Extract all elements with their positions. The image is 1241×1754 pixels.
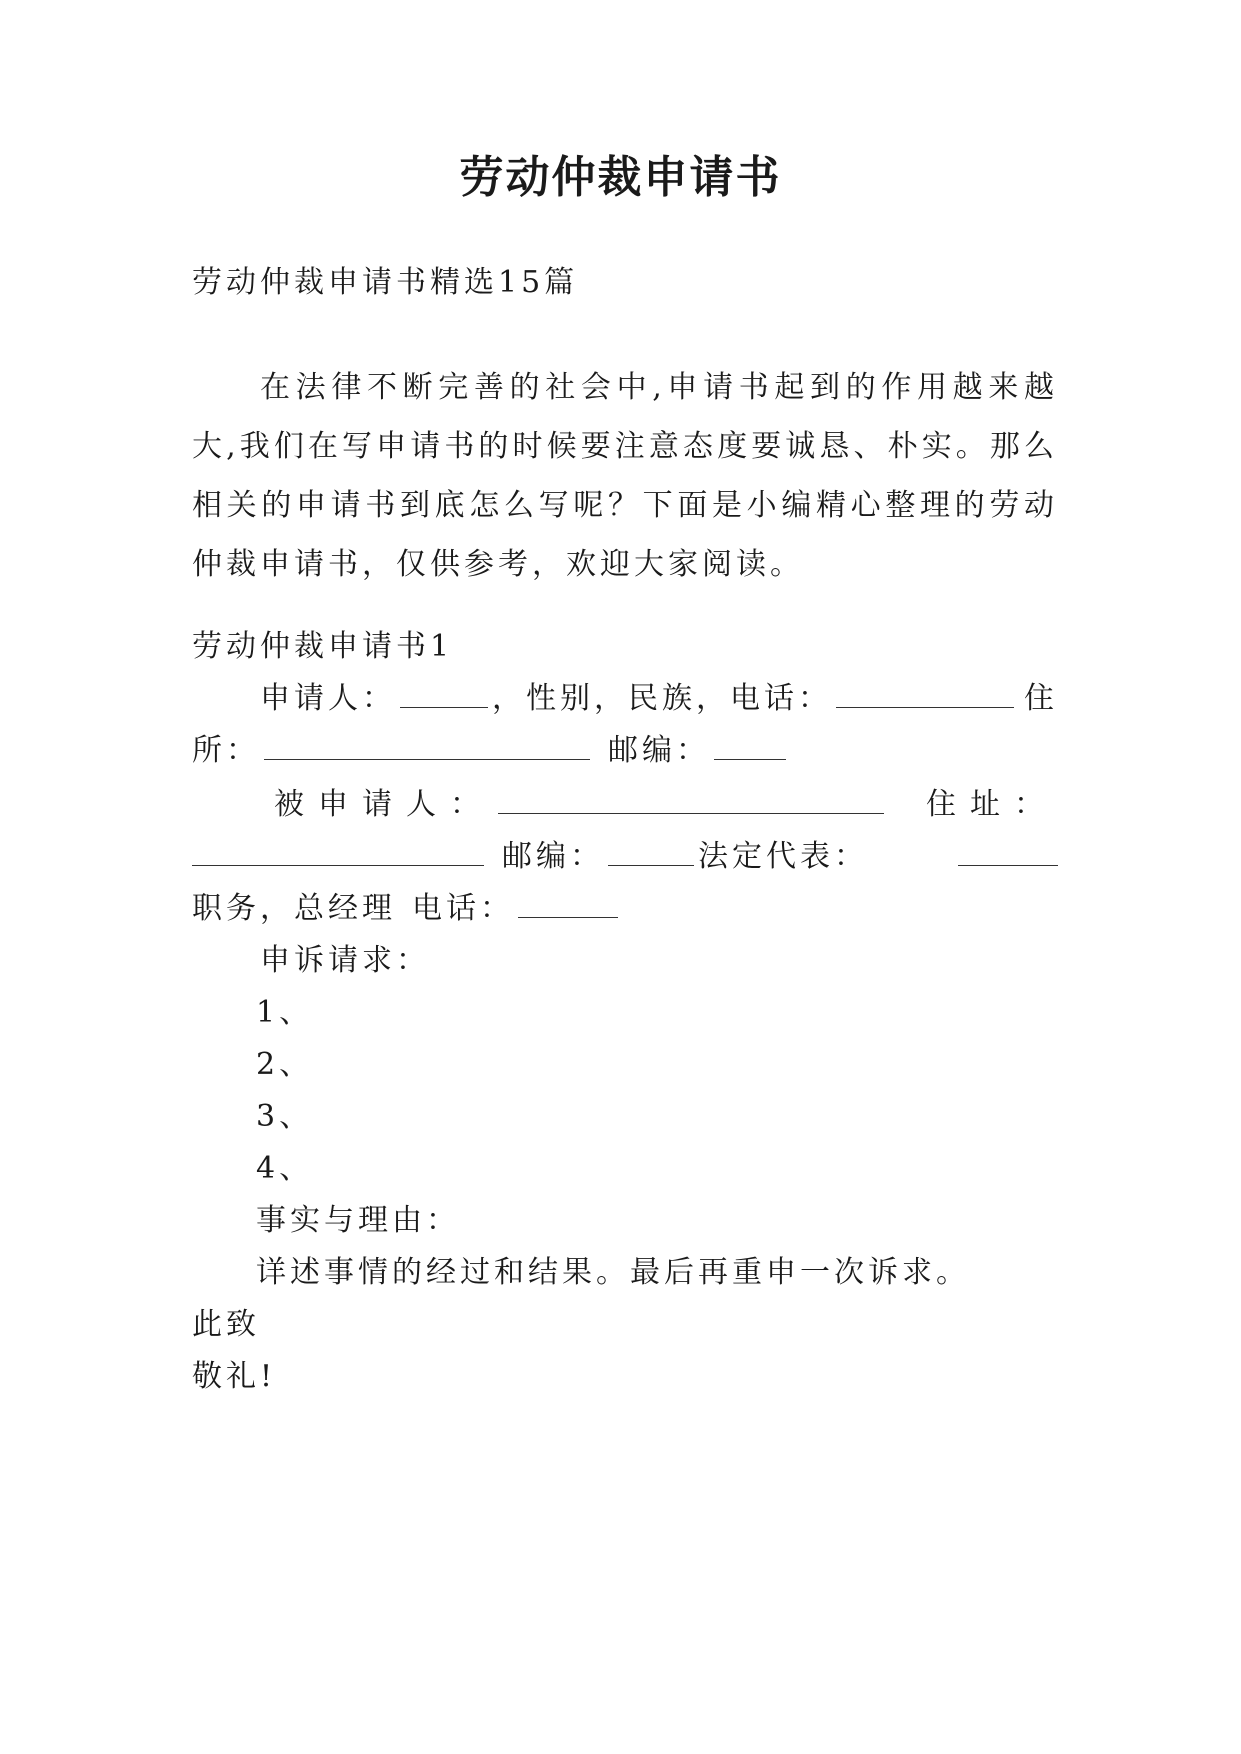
claim-item: 1、: [256, 995, 314, 1030]
respondent-postcode-blank: [608, 839, 694, 866]
applicant-postcode-label: 邮编：: [608, 733, 710, 768]
respondent-phone-label: 电话：: [412, 891, 514, 926]
respondent-address-blank: [192, 839, 484, 866]
respondent-postcode-label: 邮编：: [502, 839, 604, 874]
applicant-name-blank: [400, 681, 488, 708]
respondent-position-line: [192, 880, 1058, 938]
closing-salutation: 此致: [192, 1307, 260, 1342]
position-label: 职务，总经理: [192, 891, 396, 926]
applicant-address-label-end: 所：: [192, 733, 260, 768]
claim-item: 4、: [256, 1151, 314, 1186]
claim-item: 2、: [256, 1047, 314, 1082]
section-heading: 劳动仲裁申请书1: [192, 629, 454, 664]
claim-item: 3、: [256, 1099, 314, 1134]
applicant-phone-blank: [836, 681, 1014, 708]
document-title: 劳动仲裁申请书: [459, 152, 782, 203]
respondent-phone-blank: [518, 891, 618, 918]
applicant-line: [192, 670, 1058, 728]
applicant-address-line: [192, 722, 1058, 780]
legal-rep-blank: [958, 839, 1058, 866]
document-subtitle: 劳动仲裁申请书精选15篇: [192, 265, 579, 300]
respondent-line: [192, 776, 1058, 834]
intro-paragraph: 在法律不断完善的社会中,申请书起到的作用越来越大,我们在写申请书的时候要注意态度要诚恳、朴实。那么相关的申请书到底怎么写呢？下面是小编精心整理的劳动仲裁申请书，仅供参考，欢迎大家阅读。: [192, 370, 1058, 582]
facts-heading: 事实与理由：: [256, 1203, 460, 1238]
applicant-label: 申请人：: [260, 681, 396, 716]
applicant-address-label-start: 住: [1024, 681, 1058, 716]
respondent-label: 被申请人：: [274, 787, 494, 822]
respondent-name-blank: [498, 787, 884, 814]
respondent-address-label: 住址：: [926, 787, 1058, 822]
legal-rep-label: 法定代表：: [698, 839, 868, 874]
respondent-details-line: [192, 828, 1058, 886]
closing-regards: 敬礼!: [192, 1359, 277, 1394]
applicant-gender-ethnic-label: ，性别，民族，电话：: [492, 681, 832, 716]
facts-text: 详述事情的经过和结果。最后再重申一次诉求。: [256, 1255, 970, 1290]
applicant-address-blank: [264, 733, 590, 760]
claims-heading: 申诉请求：: [260, 943, 430, 978]
applicant-postcode-blank: [714, 733, 786, 760]
